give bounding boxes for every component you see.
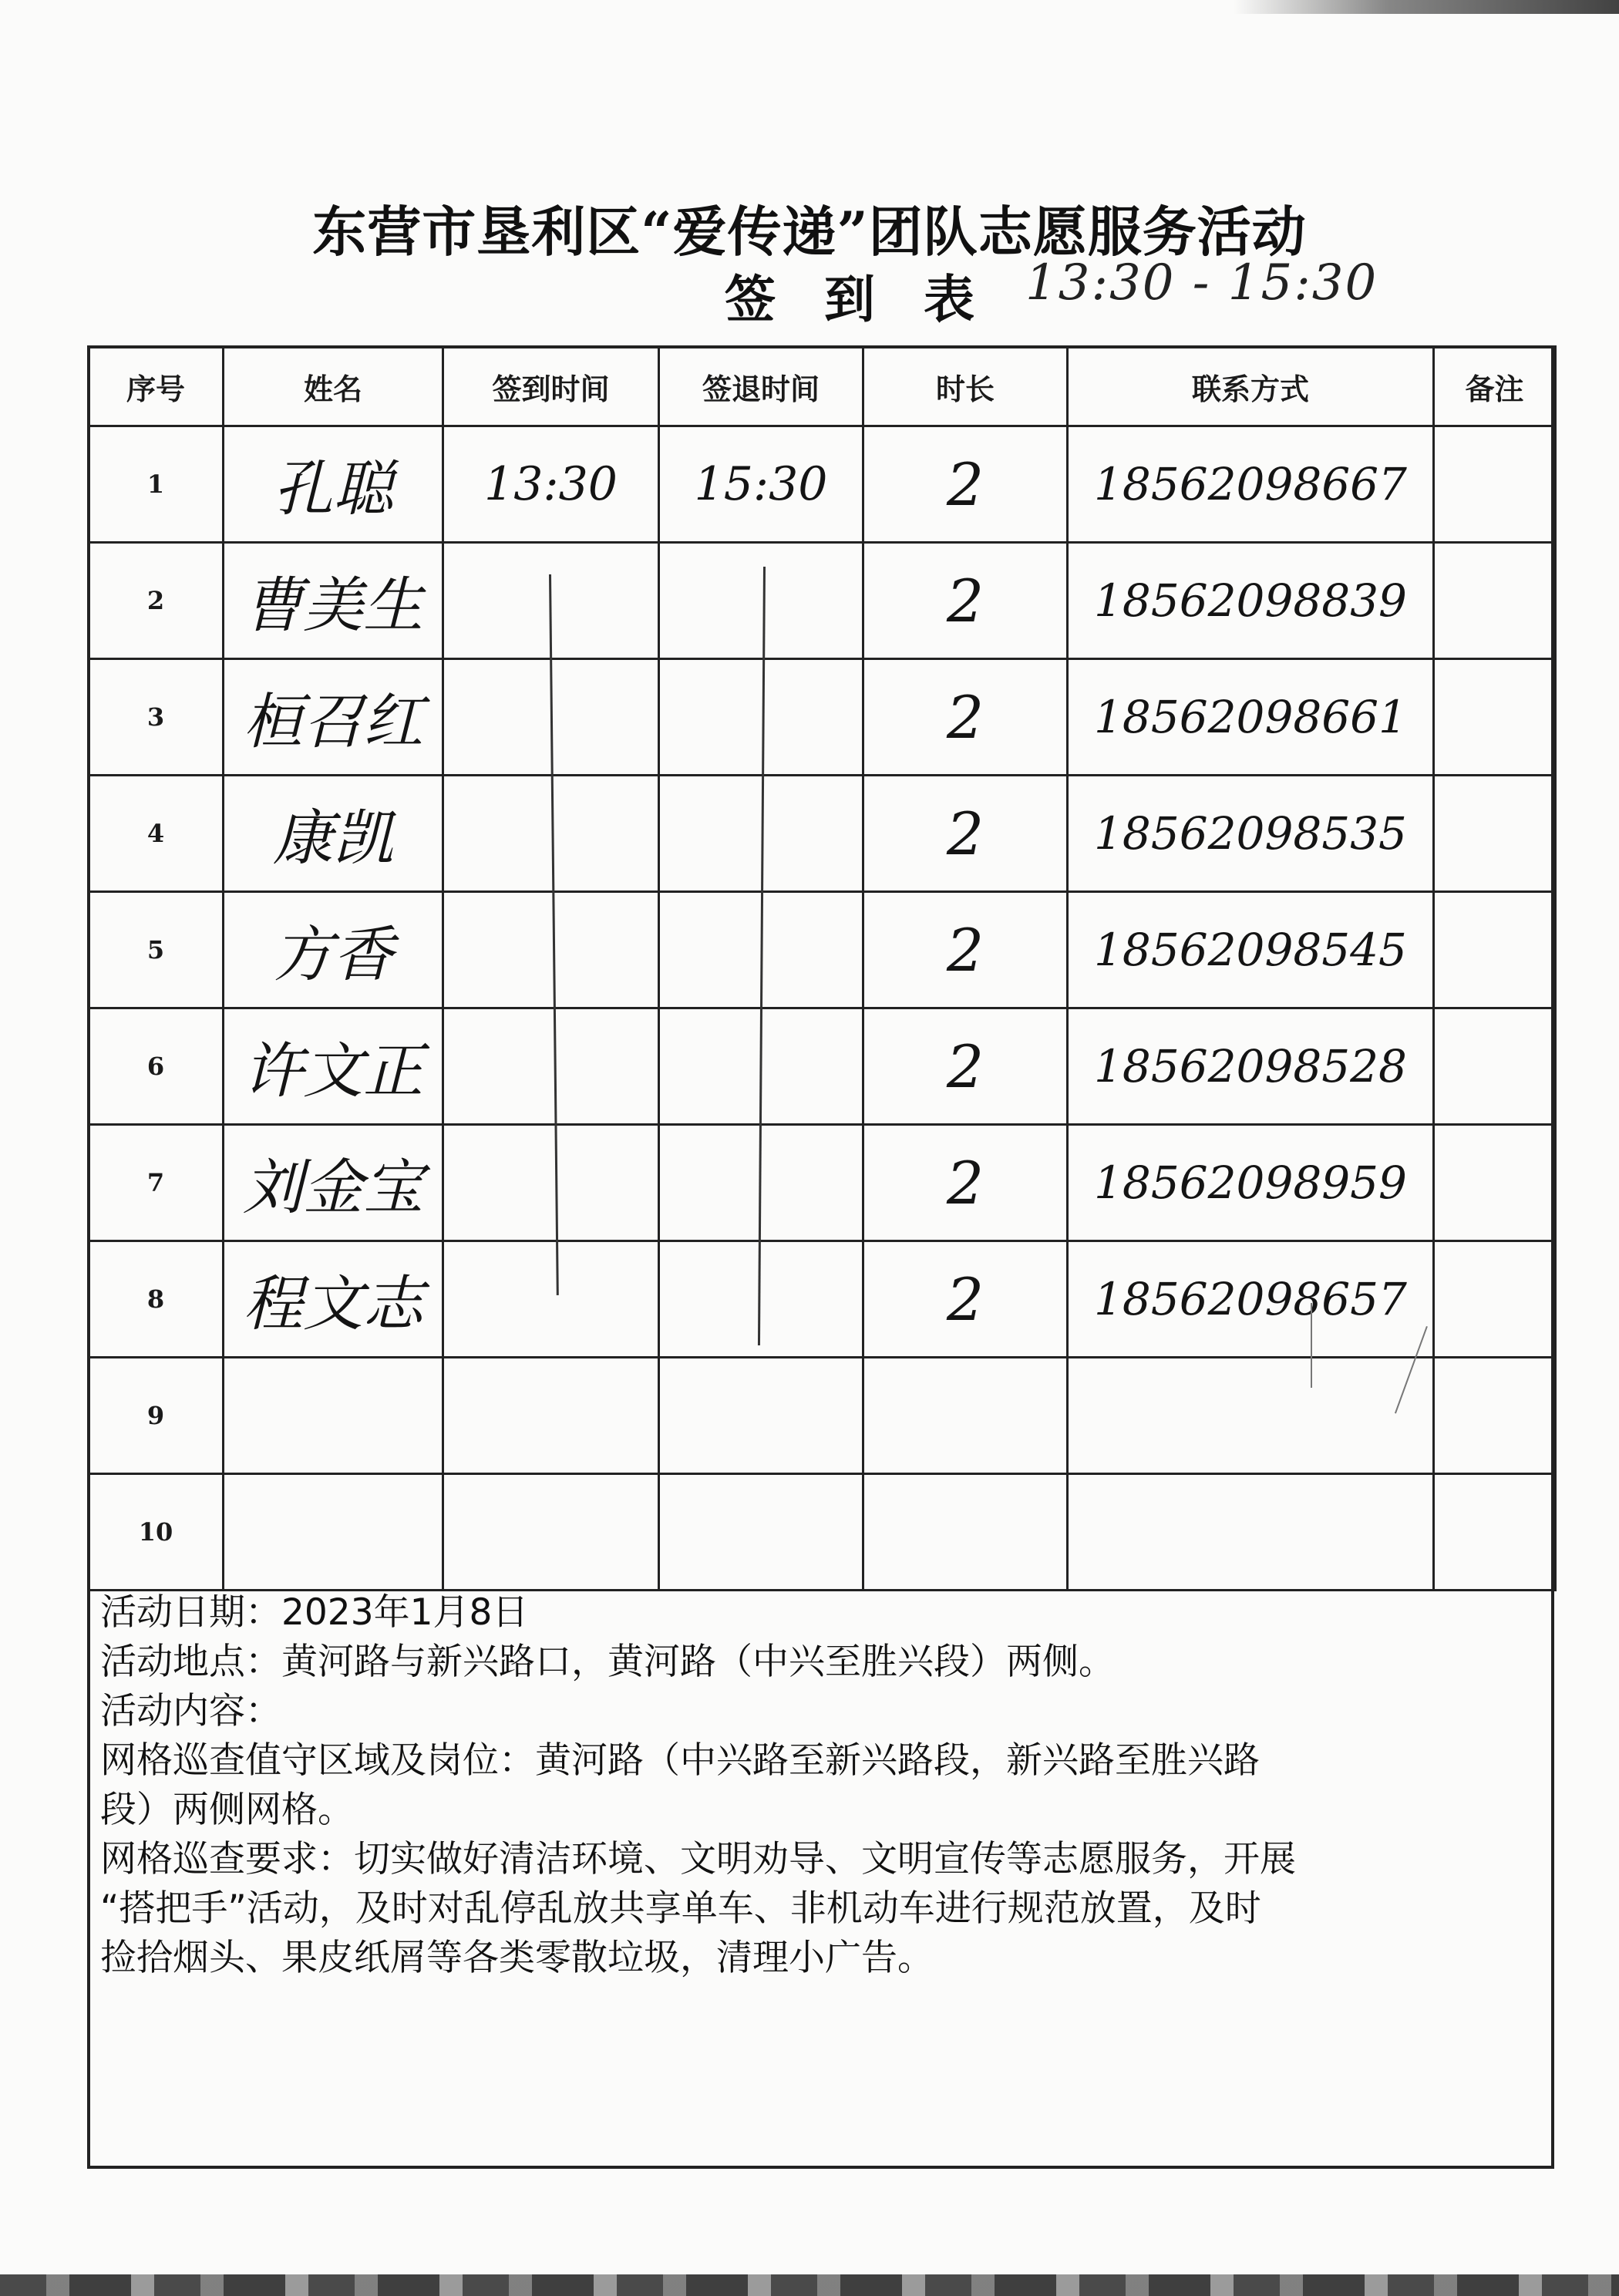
handwritten-name: 许文正 — [242, 1037, 423, 1106]
patrol-requirements-line-2: “搭把手”活动，及时对乱停乱放共享单车、非机动车进行规范放置，及时 — [100, 1887, 1261, 1930]
row-duration-cell — [863, 892, 1068, 1008]
row-sign-out-cell — [659, 1358, 863, 1474]
row-sign-out-cell — [659, 543, 863, 659]
row-duration-cell — [863, 1241, 1068, 1358]
row-note-cell — [1434, 1008, 1556, 1125]
row-name-cell — [224, 659, 443, 776]
row-name-cell — [224, 1358, 443, 1474]
handwritten-name: 曹美生 — [242, 571, 423, 641]
table-row — [89, 776, 1556, 892]
table-row — [89, 1474, 1556, 1591]
handwritten-contact: 18562098528 — [1094, 1040, 1407, 1092]
row-seq: 2 — [89, 543, 224, 659]
handwritten-duration: 2 — [946, 1264, 985, 1334]
row-seq: 3 — [89, 659, 224, 776]
row-seq: 8 — [89, 1241, 224, 1358]
header-seq: 序号 — [89, 347, 224, 426]
handwritten-name: 孔聪 — [272, 455, 393, 524]
row-sign-out-cell — [659, 1241, 863, 1358]
patrol-area-line-1: 网格巡查值守区域及岗位：黄河路（中兴路至新兴路段，新兴路至胜兴路 — [100, 1739, 1260, 1782]
handwritten-duration: 2 — [946, 1148, 985, 1217]
row-duration-cell — [863, 1474, 1068, 1591]
row-seq: 4 — [89, 776, 224, 892]
row-contact-cell — [1068, 1358, 1434, 1474]
header-duration: 时长 — [863, 347, 1068, 426]
row-contact-cell — [1068, 426, 1434, 543]
handwritten-name: 刘金宝 — [242, 1153, 423, 1223]
row-sign-in-cell — [443, 1008, 659, 1125]
table-row — [89, 1125, 1556, 1241]
row-duration-cell — [863, 543, 1068, 659]
handwritten-contact: 18562098667 — [1094, 458, 1407, 510]
patrol-area-line-2: 段）两侧网格。 — [100, 1789, 354, 1831]
scan-edge-bottom — [0, 2274, 1619, 2296]
row-contact-cell — [1068, 1241, 1434, 1358]
row-name-cell — [224, 543, 443, 659]
row-name-cell — [224, 892, 443, 1008]
row-note-cell — [1434, 776, 1556, 892]
handwritten-contact: 18562098661 — [1094, 691, 1407, 743]
row-duration-cell — [863, 1008, 1068, 1125]
handwritten-name: 程文志 — [242, 1270, 423, 1339]
activity-content-label: 活动内容： — [100, 1690, 281, 1732]
handwritten-duration: 2 — [946, 449, 985, 519]
row-sign-in-cell — [443, 426, 659, 543]
row-sign-in-cell — [443, 1358, 659, 1474]
handwritten-duration: 2 — [946, 799, 985, 868]
table-row — [89, 543, 1556, 659]
header-sign-out-time: 签退时间 — [659, 347, 863, 426]
sign-in-table — [87, 345, 1557, 1591]
row-seq: 1 — [89, 426, 224, 543]
activity-notes — [100, 1588, 1542, 1983]
table-row — [89, 1241, 1556, 1358]
row-contact-cell — [1068, 776, 1434, 892]
row-seq: 9 — [89, 1358, 224, 1474]
row-note-cell — [1434, 1474, 1556, 1591]
activity-date: 活动日期：2023年1月8日 — [100, 1591, 529, 1634]
handwritten-name: 康凯 — [272, 804, 393, 874]
row-duration-cell — [863, 659, 1068, 776]
row-duration-cell — [863, 1125, 1068, 1241]
row-contact-cell — [1068, 892, 1434, 1008]
handwritten-duration: 2 — [946, 682, 985, 752]
handwritten-name: 桓召红 — [242, 688, 423, 757]
table-row — [89, 892, 1556, 1008]
row-contact-cell — [1068, 1474, 1434, 1591]
table-row — [89, 426, 1556, 543]
handwritten-sign-out: 15:30 — [694, 457, 828, 511]
activity-location: 活动地点：黄河路与新兴路口，黄河路（中兴至胜兴段）两侧。 — [100, 1641, 1115, 1683]
row-sign-in-cell — [443, 1125, 659, 1241]
row-note-cell — [1434, 659, 1556, 776]
header-name: 姓名 — [224, 347, 443, 426]
handwritten-sign-in: 13:30 — [484, 457, 618, 511]
row-name-cell — [224, 1474, 443, 1591]
row-contact-cell — [1068, 1008, 1434, 1125]
row-note-cell — [1434, 1358, 1556, 1474]
table-row — [89, 659, 1556, 776]
row-seq: 7 — [89, 1125, 224, 1241]
stray-stroke-1 — [1311, 1303, 1312, 1388]
row-sign-in-cell — [443, 1474, 659, 1591]
row-duration-cell — [863, 776, 1068, 892]
handwritten-contact: 18562098959 — [1094, 1156, 1407, 1209]
handwritten-contact: 18562098839 — [1094, 574, 1407, 627]
row-note-cell — [1434, 1125, 1556, 1241]
row-sign-in-cell — [443, 892, 659, 1008]
handwritten-duration: 2 — [946, 566, 985, 635]
document-subtitle: 签 到 表 — [725, 269, 990, 329]
document-title: 东营市垦利区“爱传递”团队志愿服务活动 — [312, 200, 1307, 264]
table-row — [89, 1358, 1556, 1474]
row-name-cell — [224, 776, 443, 892]
row-name-cell — [224, 1125, 443, 1241]
row-seq: 5 — [89, 892, 224, 1008]
handwritten-duration: 2 — [946, 915, 985, 985]
row-contact-cell — [1068, 1125, 1434, 1241]
row-sign-in-cell — [443, 1241, 659, 1358]
handwritten-contact: 18562098657 — [1094, 1273, 1407, 1325]
row-sign-out-cell — [659, 1474, 863, 1591]
row-contact-cell — [1068, 543, 1434, 659]
header-note: 备注 — [1434, 347, 1556, 426]
row-note-cell — [1434, 426, 1556, 543]
handwritten-contact: 18562098535 — [1094, 807, 1407, 860]
table-row — [89, 1008, 1556, 1125]
patrol-requirements-line-1: 网格巡查要求：切实做好清洁环境、文明劝导、文明宣传等志愿服务，开展 — [100, 1838, 1296, 1880]
row-sign-out-cell — [659, 426, 863, 543]
row-note-cell — [1434, 892, 1556, 1008]
row-name-cell — [224, 1241, 443, 1358]
handwritten-contact: 18562098545 — [1094, 924, 1407, 976]
header-sign-in-time: 签到时间 — [443, 347, 659, 426]
row-name-cell — [224, 1008, 443, 1125]
row-contact-cell — [1068, 659, 1434, 776]
handwritten-name: 方香 — [272, 921, 393, 990]
handwritten-time-range: 13:30 - 15:30 — [1025, 254, 1378, 311]
row-duration-cell — [863, 426, 1068, 543]
patrol-requirements-line-3: 捡拾烟头、果皮纸屑等各类零散垃圾，清理小广告。 — [100, 1937, 934, 1979]
header-contact: 联系方式 — [1068, 347, 1434, 426]
row-duration-cell — [863, 1358, 1068, 1474]
row-seq: 10 — [89, 1474, 224, 1591]
row-seq: 6 — [89, 1008, 224, 1125]
row-name-cell — [224, 426, 443, 543]
handwritten-duration: 2 — [946, 1032, 985, 1101]
row-note-cell — [1434, 1241, 1556, 1358]
table-header-row — [89, 347, 1556, 426]
scan-edge-top — [1234, 0, 1619, 14]
row-note-cell — [1434, 543, 1556, 659]
row-sign-out-cell — [659, 659, 863, 776]
